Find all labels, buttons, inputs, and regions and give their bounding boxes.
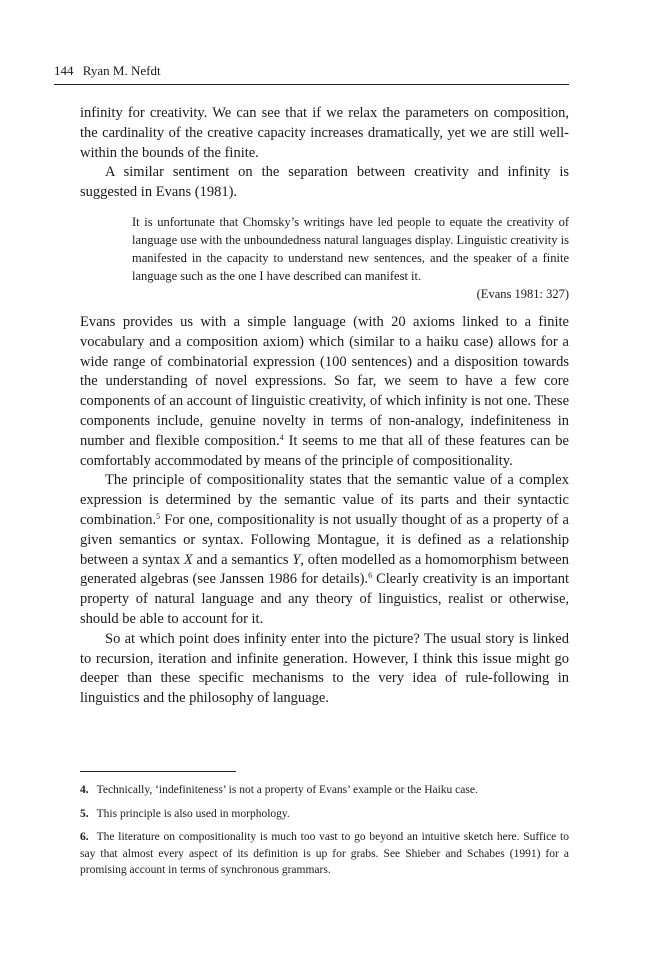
footnote-ref-5[interactable]: 5	[156, 511, 161, 521]
running-head-author: Ryan M. Nefdt	[82, 63, 161, 78]
paragraph-3-text-a: Evans provides us with a simple language (with 20 axioms linked to a finite vocabulary and a composition axiom) which (similar to a haiku case) allows for a wide range of combinatorial expression (100 sentences) and a disposition towards the understanding of novel expressions. So far, we seem to have a few core components of an account of linguistic creativity, of which infinity is not one. These components include, genuine novelty in terms of non-analogy, indefiniteness in number and flexible composition.	[80, 313, 569, 449]
main-text	[80, 104, 569, 709]
footnote-6	[80, 829, 569, 879]
header-rule	[54, 84, 569, 85]
footnote-number: 5.	[80, 807, 89, 820]
footnote-text: The literature on compositionality is much too vast to go beyond an intuitive sketch here. Suffice to say that almost every aspect of its definition is up for grabs. See Shieber and Schabes (1991) for a promising account in terms of synchronous grammars.	[80, 831, 569, 876]
footnote-number: 6.	[80, 831, 89, 843]
paragraph-1: infinity for creativity. We can see that if we relax the parameters on composition, the cardinality of the creative capacity increases dramatically, yet we are still well-within the bounds of the finite.	[80, 105, 569, 161]
quote-citation: (Evans 1981: 327)	[476, 286, 569, 301]
block-quote	[132, 213, 569, 303]
variable-x: X	[183, 551, 193, 568]
footnote-ref-4[interactable]: 4	[279, 432, 284, 442]
footnote-5	[80, 806, 569, 823]
footnote-text: Technically, ‘indefiniteness’ is not a property of Evans’ example or the Haiku case.	[96, 784, 478, 796]
paragraph-3	[80, 313, 569, 471]
page-number: 144	[54, 63, 74, 78]
variable-y: Y	[292, 551, 301, 568]
footnote-text: This principle is also used in morphology.	[96, 807, 290, 820]
running-head	[54, 62, 569, 80]
footnote-4	[80, 782, 569, 799]
footnote-number: 4.	[80, 784, 89, 796]
footnotes	[80, 782, 569, 886]
paragraph-3-text-b: It seems to me that all of these features can be comfortably accommodated by means of the principle of compositionality.	[80, 432, 569, 469]
footnote-ref-6[interactable]: 6	[368, 571, 373, 581]
paragraph-4-text-a: The principle of compositionality states that the semantic value of a complex expression is determined by the semantic value of its parts and their syntactic combination.	[80, 472, 569, 528]
paragraph-4-text-b: For one, compositionality is not usually thought of as a property of a given semantics or syntax. Following Montague, it is defined as a relationship between a syntax	[80, 511, 569, 568]
paragraph-4	[80, 471, 569, 629]
paragraph-4-text-c: and a semantics	[192, 551, 293, 568]
paragraph-5: So at which point does infinity enter into the picture? The usual story is linked to recursion, iteration and infinite generation. However, I think this issue might go deeper than these specific mechanisms to the very idea of rule-following in linguistics and the philosophy of language.	[80, 630, 569, 707]
paragraph-2: A similar sentiment on the separation between creativity and infinity is suggested in Evans (1981).	[80, 164, 569, 201]
paragraph-4-text-e: Clearly creativity is an important property of natural language and any theory of linguistics, realist or otherwise, should be able to account for it.	[80, 571, 569, 627]
quote-text: It is unfortunate that Chomsky’s writings have led people to equate the creativity of language use with the unboundedness natural languages display. Linguistic creativity is manifested in the capacity to understand new sentences, and the speaker of a finite language such as the one I have described can manifest it.	[132, 214, 569, 283]
footnote-rule	[80, 771, 236, 772]
paragraph-4-text-d: , often modelled as a homomorphism between generated algebras (see Janssen 1986 for details).	[80, 551, 569, 588]
